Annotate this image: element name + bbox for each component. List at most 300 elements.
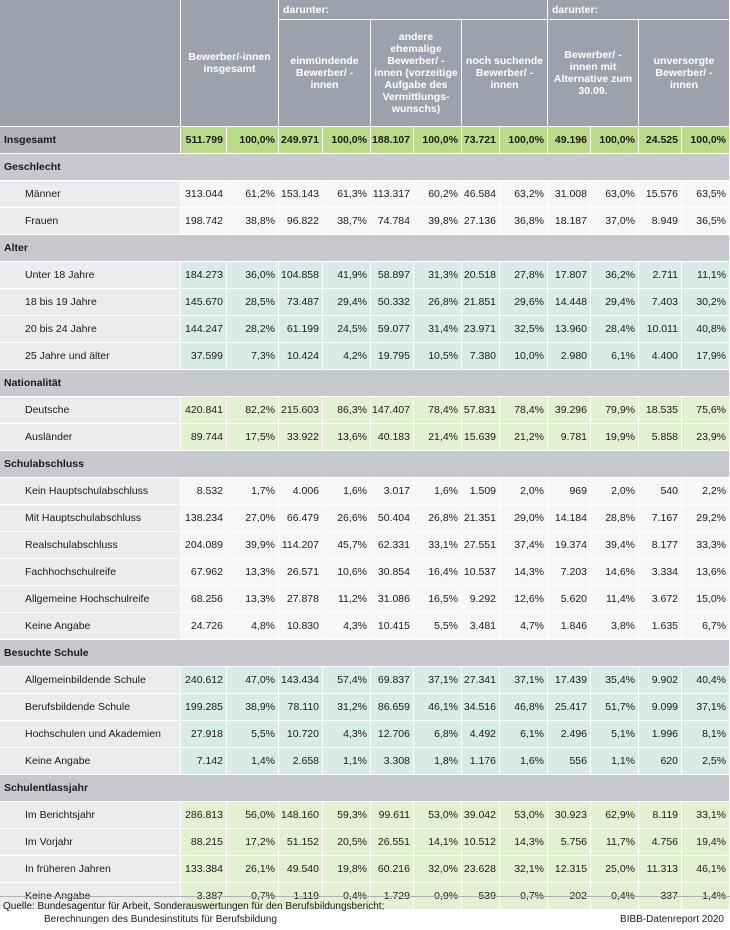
row-label: Realschulabschluss — [0, 532, 181, 559]
percent-cell: 59,3% — [323, 802, 371, 829]
percent-cell: 39,8% — [414, 208, 462, 235]
row-label: Mit Hauptschulabschluss — [0, 505, 181, 532]
percent-cell: 0,4% — [323, 883, 371, 910]
count-cell: 20.518 — [462, 262, 500, 289]
count-cell: 39.042 — [462, 802, 500, 829]
count-cell: 23.971 — [462, 316, 500, 343]
count-cell: 96.822 — [279, 208, 323, 235]
header-stub — [0, 0, 181, 127]
count-cell: 14.448 — [548, 289, 591, 316]
percent-cell: 17,5% — [227, 424, 279, 451]
header-col-unversorgt: unversorgte Bewerber/ -innen — [639, 20, 730, 127]
table-row — [0, 343, 730, 370]
percent-cell: 40,8% — [682, 316, 730, 343]
percent-cell: 29,4% — [323, 289, 371, 316]
percent-cell: 82,2% — [227, 397, 279, 424]
percent-cell: 14,1% — [414, 829, 462, 856]
count-cell: 8.119 — [639, 802, 682, 829]
count-cell: 49.540 — [279, 856, 323, 883]
percent-cell: 78,4% — [414, 397, 462, 424]
percent-cell: 2,5% — [682, 748, 730, 775]
table-row — [0, 667, 730, 694]
count-cell: 50.332 — [371, 289, 414, 316]
count-cell: 199.285 — [181, 694, 227, 721]
percent-cell: 16,5% — [414, 586, 462, 613]
count-cell: 11.313 — [639, 856, 682, 883]
row-label: Keine Angabe — [0, 883, 181, 910]
count-cell: 31.086 — [371, 586, 414, 613]
row-label: Keine Angabe — [0, 748, 181, 775]
count-cell: 10.830 — [279, 613, 323, 640]
count-cell: 3.672 — [639, 586, 682, 613]
count-cell: 2.980 — [548, 343, 591, 370]
count-cell: 1.176 — [462, 748, 500, 775]
percent-cell: 46,1% — [414, 694, 462, 721]
percent-cell: 75,6% — [682, 397, 730, 424]
count-cell: 26.551 — [371, 829, 414, 856]
count-cell: 138.234 — [181, 505, 227, 532]
percent-cell: 1,1% — [591, 748, 639, 775]
count-cell: 143.434 — [279, 667, 323, 694]
table-row — [0, 694, 730, 721]
count-cell: 1.509 — [462, 478, 500, 505]
percent-cell: 29,2% — [682, 505, 730, 532]
count-cell: 86.659 — [371, 694, 414, 721]
count-cell: 148.160 — [279, 802, 323, 829]
row-label: Allgemeine Hochschulreife — [0, 586, 181, 613]
count-cell: 5.620 — [548, 586, 591, 613]
percent-cell: 36,0% — [227, 262, 279, 289]
percent-cell: 27,0% — [227, 505, 279, 532]
count-cell: 31.008 — [548, 181, 591, 208]
percent-cell: 2,0% — [500, 478, 548, 505]
section-header-row — [0, 235, 730, 262]
header-col-noch: noch suchende Bewerber/ -innen — [462, 20, 548, 127]
table-row — [0, 829, 730, 856]
percent-cell: 21,4% — [414, 424, 462, 451]
percent-cell: 12,6% — [500, 586, 548, 613]
brand-label: BIBB-Datenreport 2020 — [620, 914, 724, 925]
count-cell: 27.878 — [279, 586, 323, 613]
count-cell: 74.784 — [371, 208, 414, 235]
count-cell: 10.512 — [462, 829, 500, 856]
count-cell: 21.851 — [462, 289, 500, 316]
count-cell: 50.404 — [371, 505, 414, 532]
count-cell: 113.317 — [371, 181, 414, 208]
percent-cell: 7,3% — [227, 343, 279, 370]
table-cell: 100,0% — [591, 127, 639, 154]
percent-cell: 4,3% — [323, 721, 371, 748]
count-cell: 15.639 — [462, 424, 500, 451]
count-cell: 114.207 — [279, 532, 323, 559]
percent-cell: 40,4% — [682, 667, 730, 694]
percent-cell: 0,7% — [500, 883, 548, 910]
percent-cell: 28,4% — [591, 316, 639, 343]
count-cell: 24.726 — [181, 613, 227, 640]
section-header-row — [0, 370, 730, 397]
percent-cell: 14,3% — [500, 829, 548, 856]
row-label: Deutsche — [0, 397, 181, 424]
count-cell: 8.532 — [181, 478, 227, 505]
percent-cell: 61,2% — [227, 181, 279, 208]
count-cell: 1.846 — [548, 613, 591, 640]
header-col-alternative: Bewerber/ -innen mit Alternative zum 30.09. — [548, 20, 639, 127]
percent-cell: 21,2% — [500, 424, 548, 451]
percent-cell: 5,5% — [414, 613, 462, 640]
count-cell: 68.256 — [181, 586, 227, 613]
percent-cell: 25,0% — [591, 856, 639, 883]
percent-cell: 11,4% — [591, 586, 639, 613]
percent-cell: 30,2% — [682, 289, 730, 316]
count-cell: 10.011 — [639, 316, 682, 343]
table-row — [0, 856, 730, 883]
count-cell: 3.481 — [462, 613, 500, 640]
table-row — [0, 262, 730, 289]
source-line-2: Berechnungen des Bundesinstituts für Berufsbildung — [44, 914, 277, 925]
count-cell: 23.628 — [462, 856, 500, 883]
table-cell: 100,0% — [227, 127, 279, 154]
percent-cell: 1,7% — [227, 478, 279, 505]
table-cell: 49.196 — [548, 127, 591, 154]
percent-cell: 57,4% — [323, 667, 371, 694]
table-row — [0, 424, 730, 451]
percent-cell: 1,6% — [323, 478, 371, 505]
count-cell: 14.184 — [548, 505, 591, 532]
percent-cell: 35,4% — [591, 667, 639, 694]
row-label: Allgemeinbildende Schule — [0, 667, 181, 694]
percent-cell: 46,1% — [682, 856, 730, 883]
count-cell: 144.247 — [181, 316, 227, 343]
percent-cell: 13,3% — [227, 586, 279, 613]
count-cell: 62.331 — [371, 532, 414, 559]
row-label: 20 bis 24 Jahre — [0, 316, 181, 343]
count-cell: 4.756 — [639, 829, 682, 856]
percent-cell: 29,4% — [591, 289, 639, 316]
percent-cell: 6,1% — [591, 343, 639, 370]
count-cell: 1.729 — [371, 883, 414, 910]
count-cell: 10.537 — [462, 559, 500, 586]
count-cell: 3.334 — [639, 559, 682, 586]
percent-cell: 26,8% — [414, 505, 462, 532]
section-title: Besuchte Schule — [0, 640, 730, 667]
header-col-andere: andere ehemalige Bewerber/ -innen (vorzeitige Aufgabe des Vermittlungs-wunschs) — [371, 20, 462, 127]
percent-cell: 20,5% — [323, 829, 371, 856]
section-title: Nationalität — [0, 370, 730, 397]
count-cell: 240.612 — [181, 667, 227, 694]
percent-cell: 1,8% — [414, 748, 462, 775]
percent-cell: 36,5% — [682, 208, 730, 235]
count-cell: 8.949 — [639, 208, 682, 235]
percent-cell: 36,8% — [500, 208, 548, 235]
count-cell: 58.897 — [371, 262, 414, 289]
table-row — [0, 478, 730, 505]
percent-cell: 26,6% — [323, 505, 371, 532]
percent-cell: 62,9% — [591, 802, 639, 829]
percent-cell: 4,3% — [323, 613, 371, 640]
count-cell: 21.351 — [462, 505, 500, 532]
percent-cell: 45,7% — [323, 532, 371, 559]
count-cell: 2.496 — [548, 721, 591, 748]
header-darunter-2: darunter: — [548, 0, 730, 20]
count-cell: 33.922 — [279, 424, 323, 451]
percent-cell: 37,0% — [591, 208, 639, 235]
percent-cell: 0,7% — [227, 883, 279, 910]
count-cell: 39.296 — [548, 397, 591, 424]
percent-cell: 33,1% — [414, 532, 462, 559]
table-row — [0, 181, 730, 208]
count-cell: 153.143 — [279, 181, 323, 208]
percent-cell: 13,6% — [682, 559, 730, 586]
count-cell: 4.400 — [639, 343, 682, 370]
table-cell: 188.107 — [371, 127, 414, 154]
row-label: In früheren Jahren — [0, 856, 181, 883]
count-cell: 3.308 — [371, 748, 414, 775]
percent-cell: 10,5% — [414, 343, 462, 370]
row-label: Unter 18 Jahre — [0, 262, 181, 289]
count-cell: 215.603 — [279, 397, 323, 424]
count-cell: 1.635 — [639, 613, 682, 640]
table-row — [0, 586, 730, 613]
row-label: Fachhochschulreife — [0, 559, 181, 586]
count-cell: 1.119 — [279, 883, 323, 910]
percent-cell: 29,6% — [500, 289, 548, 316]
percent-cell: 41,9% — [323, 262, 371, 289]
count-cell: 145.670 — [181, 289, 227, 316]
count-cell: 27.918 — [181, 721, 227, 748]
percent-cell: 27,8% — [500, 262, 548, 289]
percent-cell: 26,8% — [414, 289, 462, 316]
percent-cell: 31,4% — [414, 316, 462, 343]
count-cell: 5.858 — [639, 424, 682, 451]
percent-cell: 38,7% — [323, 208, 371, 235]
table-row — [0, 397, 730, 424]
source-line-1: Quelle: Bundesagentur für Arbeit, Sonderauswertungen für den Berufsbildungsbericht; — [3, 901, 385, 912]
count-cell: 30.923 — [548, 802, 591, 829]
table-cell: 100,0% — [414, 127, 462, 154]
count-cell: 2.711 — [639, 262, 682, 289]
percent-cell: 39,4% — [591, 532, 639, 559]
count-cell: 61.199 — [279, 316, 323, 343]
percent-cell: 61,3% — [323, 181, 371, 208]
percent-cell: 1,6% — [500, 748, 548, 775]
percent-cell: 4,8% — [227, 613, 279, 640]
percent-cell: 11,2% — [323, 586, 371, 613]
count-cell: 10.720 — [279, 721, 323, 748]
percent-cell: 32,1% — [500, 856, 548, 883]
count-cell: 4.006 — [279, 478, 323, 505]
percent-cell: 32,0% — [414, 856, 462, 883]
table-cell: 24.525 — [639, 127, 682, 154]
count-cell: 12.315 — [548, 856, 591, 883]
count-cell: 420.841 — [181, 397, 227, 424]
percent-cell: 5,1% — [591, 721, 639, 748]
count-cell: 1.996 — [639, 721, 682, 748]
percent-cell: 3,8% — [591, 613, 639, 640]
count-cell: 9.099 — [639, 694, 682, 721]
count-cell: 184.273 — [181, 262, 227, 289]
row-label: Im Vorjahr — [0, 829, 181, 856]
percent-cell: 63,5% — [682, 181, 730, 208]
percent-cell: 86,3% — [323, 397, 371, 424]
table-row — [0, 532, 730, 559]
count-cell: 37.599 — [181, 343, 227, 370]
count-cell: 198.742 — [181, 208, 227, 235]
section-header-row — [0, 451, 730, 478]
percent-cell: 4,2% — [323, 343, 371, 370]
percent-cell: 0,9% — [414, 883, 462, 910]
total-label: Insgesamt — [0, 127, 181, 154]
count-cell: 19.374 — [548, 532, 591, 559]
count-cell: 27.551 — [462, 532, 500, 559]
row-label: Im Berichtsjahr — [0, 802, 181, 829]
percent-cell: 16,4% — [414, 559, 462, 586]
percent-cell: 1,4% — [682, 883, 730, 910]
percent-cell: 79,9% — [591, 397, 639, 424]
row-label: Ausländer — [0, 424, 181, 451]
section-header-row — [0, 154, 730, 181]
section-header-row — [0, 775, 730, 802]
row-label: 18 bis 19 Jahre — [0, 289, 181, 316]
row-label: Männer — [0, 181, 181, 208]
percent-cell: 47,0% — [227, 667, 279, 694]
percent-cell: 13,3% — [227, 559, 279, 586]
row-label: Berufsbildende Schule — [0, 694, 181, 721]
count-cell: 7.203 — [548, 559, 591, 586]
percent-cell: 28,5% — [227, 289, 279, 316]
percent-cell: 4,7% — [500, 613, 548, 640]
percent-cell: 15,0% — [682, 586, 730, 613]
count-cell: 4.492 — [462, 721, 500, 748]
section-title: Schulentlassjahr — [0, 775, 730, 802]
row-label: Hochschulen und Akademien — [0, 721, 181, 748]
count-cell: 7.167 — [639, 505, 682, 532]
percent-cell: 33,3% — [682, 532, 730, 559]
row-label: Keine Angabe — [0, 613, 181, 640]
percent-cell: 1,1% — [323, 748, 371, 775]
row-label: Kein Hauptschulabschluss — [0, 478, 181, 505]
percent-cell: 11,7% — [591, 829, 639, 856]
table-row — [0, 316, 730, 343]
count-cell: 99.611 — [371, 802, 414, 829]
count-cell: 40.183 — [371, 424, 414, 451]
count-cell: 5.756 — [548, 829, 591, 856]
percent-cell: 19,4% — [682, 829, 730, 856]
percent-cell: 17,2% — [227, 829, 279, 856]
count-cell: 46.584 — [462, 181, 500, 208]
table-row — [0, 802, 730, 829]
percent-cell: 28,2% — [227, 316, 279, 343]
count-cell: 57.831 — [462, 397, 500, 424]
count-cell: 51.152 — [279, 829, 323, 856]
count-cell: 27.341 — [462, 667, 500, 694]
count-cell: 202 — [548, 883, 591, 910]
count-cell: 2.658 — [279, 748, 323, 775]
table-row — [0, 289, 730, 316]
footer — [0, 896, 730, 930]
count-cell: 540 — [639, 478, 682, 505]
percent-cell: 10,0% — [500, 343, 548, 370]
percent-cell: 60,2% — [414, 181, 462, 208]
count-cell: 337 — [639, 883, 682, 910]
count-cell: 9.781 — [548, 424, 591, 451]
percent-cell: 53,0% — [414, 802, 462, 829]
percent-cell: 6,1% — [500, 721, 548, 748]
percent-cell: 38,9% — [227, 694, 279, 721]
count-cell: 60.216 — [371, 856, 414, 883]
table-row — [0, 721, 730, 748]
count-cell: 3.017 — [371, 478, 414, 505]
percent-cell: 28,8% — [591, 505, 639, 532]
count-cell: 59.077 — [371, 316, 414, 343]
percent-cell: 1,4% — [227, 748, 279, 775]
row-label: Frauen — [0, 208, 181, 235]
percent-cell: 31,3% — [414, 262, 462, 289]
source-note — [3, 900, 384, 926]
percent-cell: 26,1% — [227, 856, 279, 883]
count-cell: 104.858 — [279, 262, 323, 289]
percent-cell: 14,6% — [591, 559, 639, 586]
count-cell: 15.576 — [639, 181, 682, 208]
count-cell: 9.902 — [639, 667, 682, 694]
percent-cell: 13,6% — [323, 424, 371, 451]
percent-cell: 23,9% — [682, 424, 730, 451]
count-cell: 3.387 — [181, 883, 227, 910]
percent-cell: 37,1% — [414, 667, 462, 694]
table-cell: 100,0% — [500, 127, 548, 154]
count-cell: 204.089 — [181, 532, 227, 559]
table-cell: 100,0% — [682, 127, 730, 154]
table-row — [0, 559, 730, 586]
count-cell: 9.292 — [462, 586, 500, 613]
percent-cell: 24,5% — [323, 316, 371, 343]
percent-cell: 19,8% — [323, 856, 371, 883]
section-header-row — [0, 640, 730, 667]
percent-cell: 37,1% — [682, 694, 730, 721]
table-row — [0, 748, 730, 775]
count-cell: 7.380 — [462, 343, 500, 370]
count-cell: 34.516 — [462, 694, 500, 721]
percent-cell: 29,0% — [500, 505, 548, 532]
table-cell: 249.971 — [279, 127, 323, 154]
count-cell: 18.535 — [639, 397, 682, 424]
table-row — [0, 505, 730, 532]
percent-cell: 6,8% — [414, 721, 462, 748]
section-title: Alter — [0, 235, 730, 262]
percent-cell: 39,9% — [227, 532, 279, 559]
percent-cell: 5,5% — [227, 721, 279, 748]
count-cell: 969 — [548, 478, 591, 505]
count-cell: 30.854 — [371, 559, 414, 586]
section-title: Schulabschluss — [0, 451, 730, 478]
count-cell: 66.479 — [279, 505, 323, 532]
percent-cell: 46,8% — [500, 694, 548, 721]
count-cell: 147.407 — [371, 397, 414, 424]
count-cell: 13.960 — [548, 316, 591, 343]
count-cell: 620 — [639, 748, 682, 775]
percent-cell: 78,4% — [500, 397, 548, 424]
percent-cell: 33,1% — [682, 802, 730, 829]
table-row — [0, 613, 730, 640]
count-cell: 7.403 — [639, 289, 682, 316]
count-cell: 539 — [462, 883, 500, 910]
percent-cell: 1,6% — [414, 478, 462, 505]
percent-cell: 51,7% — [591, 694, 639, 721]
percent-cell: 14,3% — [500, 559, 548, 586]
count-cell: 67.962 — [181, 559, 227, 586]
count-cell: 7.142 — [181, 748, 227, 775]
count-cell: 17.439 — [548, 667, 591, 694]
count-cell: 73.487 — [279, 289, 323, 316]
